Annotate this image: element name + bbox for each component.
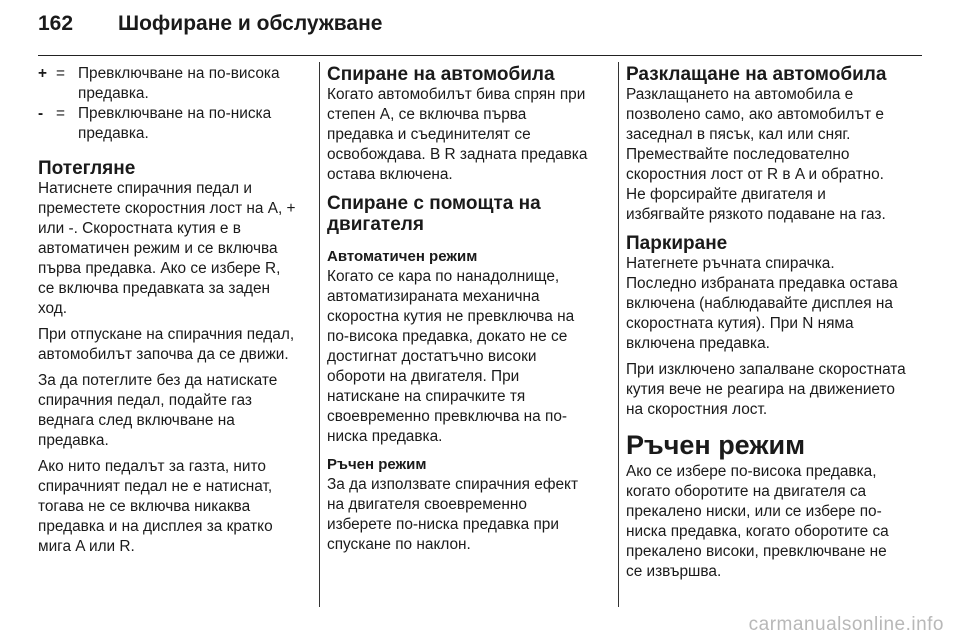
minus-text: Превключване на по-ниска предавка. bbox=[78, 105, 272, 142]
plus-symbol: + bbox=[38, 65, 47, 82]
equals-sign: = bbox=[56, 65, 65, 82]
paragraph: Ако се избере по-висока предавка, когато оборотите на двигателя са прекалено ниски, или се избере по-ниска предавка, когато оборотите са прекалено високи, превключване не се извършва. bbox=[626, 463, 889, 580]
paragraph: Натиснете спирачния педал и преместете скоростния лост на A, + или -. Скоростната кутия е в автоматичен режим и се включва първа предавка. Ако се избере R, се включва предавката за заден ход. bbox=[38, 180, 296, 317]
heading-rocking: Разклащане на автомобила bbox=[626, 64, 887, 85]
plus-text: Превключване на по-висока предавка. bbox=[78, 65, 280, 102]
subheading-manual: Ръчен режим bbox=[327, 456, 427, 473]
page-number: 162 bbox=[38, 12, 74, 35]
heading-parking: Паркиране bbox=[626, 233, 728, 254]
paragraph: При изключено запалване скоростната кутия вече не реагира на движението на скоростния лост. bbox=[626, 361, 906, 418]
header-rule bbox=[38, 55, 922, 56]
column-divider bbox=[319, 62, 320, 607]
heading-manual-mode: Ръчен режим bbox=[626, 430, 806, 460]
watermark: carmanualsonline.info bbox=[748, 614, 944, 635]
column-divider bbox=[618, 62, 619, 607]
paragraph: Когато се кара по нанадолнище, автоматизираната механична скоростна кутия не превключва на по-висока предавка, докато не се достигнат достатъчно високи обороти на двигателя. При натискане на спирачките тя своевременно превключва на по-ниска предавка. bbox=[327, 268, 575, 445]
paragraph: Когато автомобилът бива спрян при степен A, се включва първа предавка и съединителят се освобождава. В R задната предавка остава включена. bbox=[327, 86, 588, 183]
minus-symbol: - bbox=[38, 105, 44, 122]
paragraph: За да потеглите без да натискате спирачния педал, подайте газ веднага след включване на предавка. bbox=[38, 372, 278, 449]
paragraph: Разклащането на автомобила е позволено само, ако автомобилът е заседнал в пясък, кал или сняг. Премествайте последователно скоростния лост от R в A и обратно. Не форсирайте двигателя и избягвайте рязкото подаване на газ. bbox=[626, 86, 886, 223]
heading-engine-braking: Спиране с помощта на двигателя bbox=[327, 193, 541, 235]
paragraph: Натегнете ръчната спирачка. Последно избраната предавка остава включена (наблюдавайте дисплея на скоростната кутия). При N няма включена предавка. bbox=[626, 255, 898, 352]
minus-definition bbox=[38, 104, 300, 144]
column-1 bbox=[38, 64, 300, 563]
equals-sign: = bbox=[56, 105, 65, 122]
paragraph: Ако нито педалът за газта, нито спирачният педал не е натиснат, тогава не се включва никаква предавка и на дисплея за кратко мига A или R. bbox=[38, 458, 273, 555]
heading-start: Потегляне bbox=[38, 158, 136, 179]
page-header bbox=[38, 12, 382, 46]
heading-stop: Спиране на автомобила bbox=[327, 64, 555, 85]
paragraph: При отпускане на спирачния педал, автомобилът започва да се движи. bbox=[38, 326, 295, 363]
subheading-auto: Автоматичен режим bbox=[327, 248, 478, 265]
paragraph: За да използвате спирачния ефект на двигателя своевременно изберете по-ниска предавка при спускане по наклон. bbox=[327, 476, 578, 553]
column-3 bbox=[626, 64, 906, 588]
page-title: Шофиране и обслужване bbox=[118, 12, 383, 35]
plus-definition bbox=[38, 64, 300, 104]
column-2 bbox=[327, 64, 589, 561]
